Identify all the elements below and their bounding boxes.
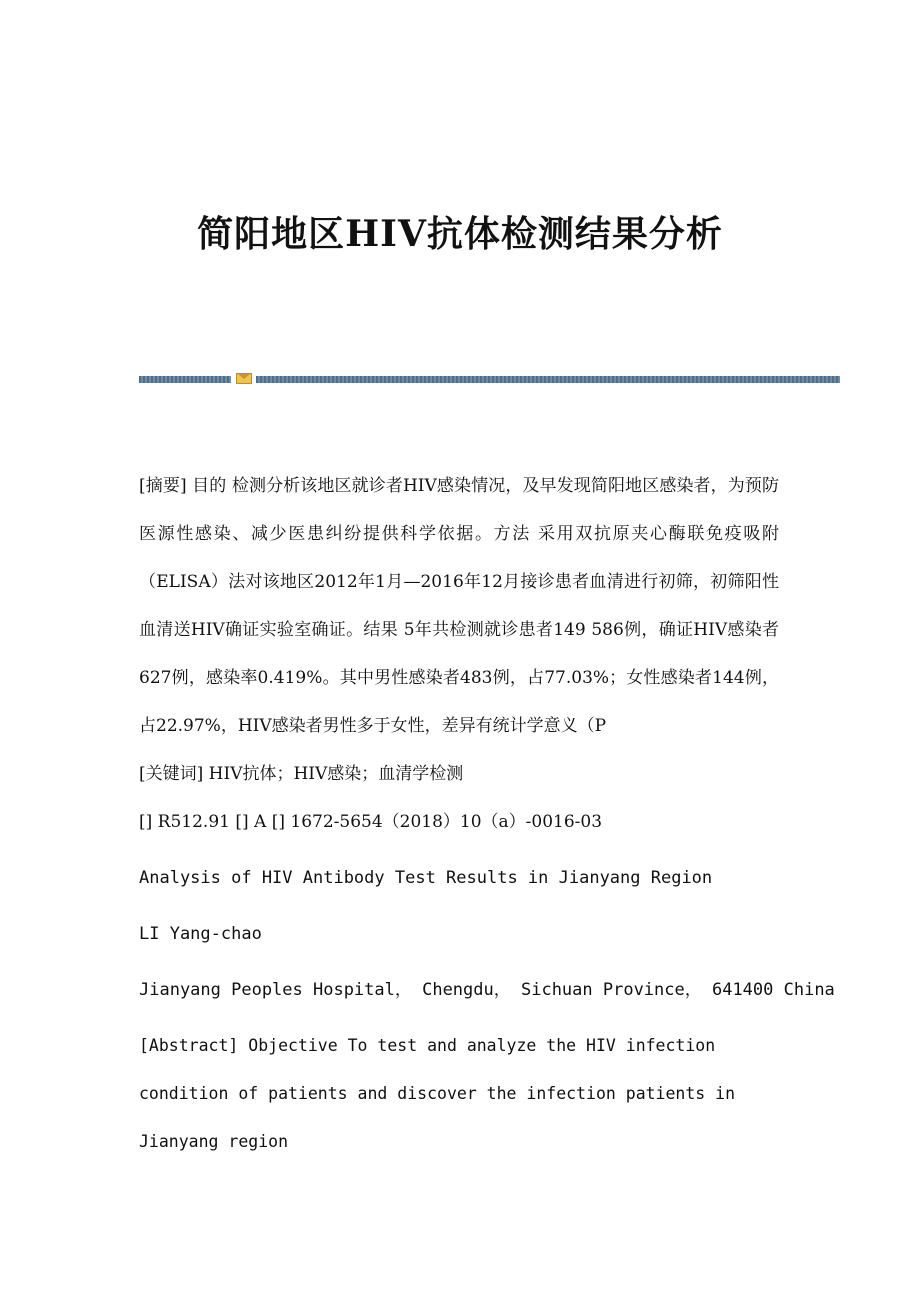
divider-bar-left	[139, 376, 231, 383]
divider-bar-right	[256, 376, 840, 383]
paper-body	[139, 462, 835, 1166]
title-divider	[139, 373, 840, 385]
author: LI Yang-chao	[139, 924, 262, 944]
classification-codes: [] R512.91 [] A [] 1672-5654（2018）10（a）-0016-03	[139, 812, 603, 832]
abstract-chinese: [摘要] 目的 检测分析该地区就诊者HIV感染情况，及早发现简阳地区感染者，为预防医源性感染、减少医患纠纷提供科学依据。方法 采用双抗原夹心酶联免疫吸附（ELISA）法对该地区2012年1月—2016年12月接诊患者血清进行初筛，初筛阳性血清送HIV确证实验室确证。结果 5年共检测就诊患者149 586例，确证HIV感染者627例，感染率0.419%。其中男性感染者483例，占77.03%；女性感染者144例，占22.97%，HIV感染者男性多于女性，差异有统计学意义（P	[139, 476, 779, 736]
affiliation: Jianyang Peoples Hospital， Chengdu， Sichuan Province， 641400 China	[139, 980, 835, 1000]
abstract-english: [Abstract] Objective To test and analyze the HIV infection condition of patients and discover the infection patients in Jianyang region	[139, 1036, 736, 1151]
paper-title: 简阳地区HIV抗体检测结果分析	[197, 213, 723, 255]
english-title: Analysis of HIV Antibody Test Results in Jianyang Region	[139, 868, 713, 888]
keywords: [关键词] HIV抗体；HIV感染；血清学检测	[139, 764, 464, 784]
envelope-icon	[236, 373, 252, 384]
